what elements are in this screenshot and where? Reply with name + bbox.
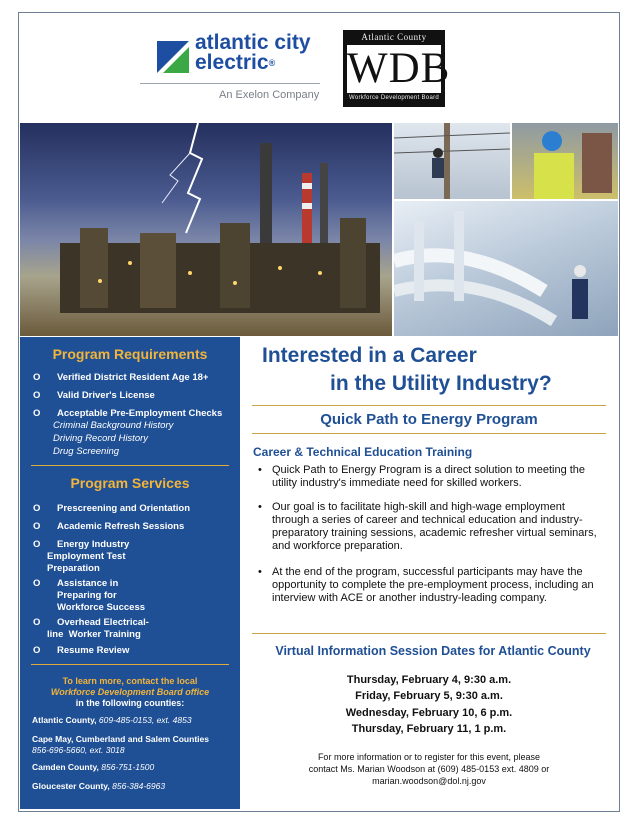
ace-logo-icon: [157, 41, 189, 73]
gas-plant-photo: [394, 201, 618, 336]
panel-divider: [31, 465, 229, 466]
service-item: O Assistance in Preparing for Workforce Success: [33, 578, 146, 613]
county-contact: Cape May, Cumberland and Salem Counties 856-696-5660, ext. 3018: [32, 734, 209, 755]
ace-name-line2: electric: [195, 51, 269, 74]
service-item: O Resume Review: [33, 645, 130, 656]
session-date: Wednesday, February 10, 6 p.m.: [345, 707, 513, 719]
ace-logo-text: [195, 33, 311, 73]
service-item: O Energy Industry Employment Test Preparation: [33, 539, 130, 574]
service-item: O Prescreening and Orientation: [33, 503, 191, 514]
program-divider: [252, 433, 606, 434]
requirement-item: O Valid Driver's License: [33, 390, 155, 401]
contact-intro: To learn more, contact the local Workforce Development Board office in the following counties:: [50, 676, 210, 708]
description-bullet: • Quick Path to Energy Program is a direct solution to meeting the utility industry's immediate need for skilled workers.: [258, 464, 586, 489]
safety-worker-photo: [512, 123, 618, 199]
sessions-heading: Virtual Information Session Dates for Atlantic County: [275, 644, 591, 658]
description-bullet: • Our goal is to facilitate high-skill and high-wage employment through a series of career and technical education and industry-preparatory training sessions, academic refresher virtual seminars, and workforce preparation.: [258, 501, 597, 552]
requirements-heading: Program Requirements: [52, 346, 208, 362]
main-title-line1: Interested in a Career: [262, 344, 477, 367]
wdb-logo-bottom: Workforce Development Board: [348, 95, 440, 101]
requirement-item: O Verified District Resident Age 18+: [33, 372, 209, 383]
wdb-logo: [343, 30, 451, 107]
county-contact: Atlantic County, 609-485-0153, ext. 4853: [32, 715, 192, 725]
sessions-divider: [252, 633, 606, 634]
session-date: Friday, February 5, 9:30 a.m.: [355, 690, 503, 702]
refinery-lightning-photo: [20, 123, 392, 336]
description-bullet: • At the end of the program, successful participants may have the opportunity to complete the pre-employment process, including an interview with ACE or another industry-leading company.: [258, 566, 594, 604]
wdb-logo-letters: WDB: [347, 45, 451, 92]
service-item: O Academic Refresh Sessions: [33, 521, 185, 532]
session-date: Thursday, February 11, 1 p.m.: [351, 723, 507, 735]
session-date: Thursday, February 4, 9:30 a.m.: [346, 674, 512, 686]
contact-email[interactable]: marian.woodson@dol.nj.gov: [372, 776, 486, 786]
program-title: Quick Path to Energy Program: [320, 411, 538, 428]
county-contact: Gloucester County, 856-384-6963: [32, 781, 166, 791]
requirement-item: O Acceptable Pre-Employment Checks: [33, 408, 223, 419]
ace-name-line1: atlantic city: [195, 31, 311, 54]
services-heading: Program Services: [70, 475, 190, 491]
ace-subtitle: An Exelon Company: [219, 89, 320, 101]
training-heading: Career & Technical Education Training: [253, 445, 473, 459]
title-divider: [252, 405, 606, 406]
contact-info: For more information or to register for this event, please contact Ms. Marian Woodson at (609) 485-0153 ext. 4809 or marian.woodson@dol.nj.gov: [252, 751, 606, 787]
check-item: Criminal Background History: [53, 420, 174, 431]
wdb-logo-top: Atlantic County: [361, 32, 427, 42]
county-contact: Camden County, 856-751-1500: [32, 762, 155, 772]
service-item: O Overhead Electrical- line Worker Training: [33, 617, 149, 640]
ace-divider: [140, 83, 320, 84]
sidebar-panel: [20, 337, 240, 809]
check-item: Drug Screening: [53, 446, 120, 457]
main-title-line2: in the Utility Industry?: [330, 372, 552, 395]
lineworker-photo: [394, 123, 510, 199]
lightning-icon: [186, 123, 202, 233]
panel-divider: [31, 664, 229, 665]
ace-reg-mark: ®: [268, 58, 276, 68]
check-item: Driving Record History: [53, 433, 149, 444]
